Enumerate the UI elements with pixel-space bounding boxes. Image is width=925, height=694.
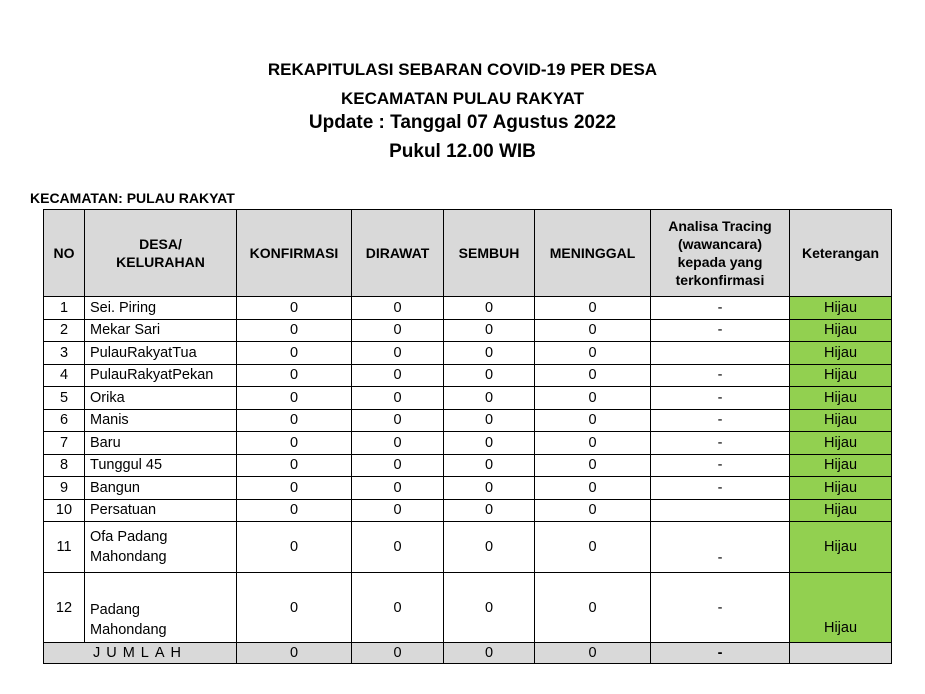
cell-sembuh: 0: [444, 342, 535, 365]
report-district: KECAMATAN PULAU RAKYAT: [340, 89, 585, 108]
cell-sembuh: 0: [444, 573, 535, 643]
cell-dirawat: 0: [352, 364, 444, 387]
cell-no: 2: [44, 319, 85, 342]
cell-konfirmasi: 0: [237, 454, 352, 477]
cell-konfirmasi: 0: [237, 319, 352, 342]
cell-konfirmasi: 0: [237, 364, 352, 387]
cell-no: 5: [44, 387, 85, 410]
cell-sembuh: 0: [444, 454, 535, 477]
cell-keterangan: Hijau: [790, 477, 892, 500]
table-row: [44, 432, 892, 455]
cell-desa-line1: Ofa Padang: [90, 529, 168, 545]
cell-keterangan: Hijau: [790, 387, 892, 410]
header-tracing-line4: terkonfirmasi: [675, 272, 765, 288]
total-keterangan: [790, 643, 892, 664]
cell-tracing: [651, 342, 790, 365]
cell-no: 12: [44, 573, 85, 643]
cell-konfirmasi: 0: [237, 573, 352, 643]
cell-desa: PulauRakyatPekan: [85, 364, 237, 387]
cell-dirawat: 0: [352, 387, 444, 410]
cell-sembuh: 0: [444, 409, 535, 432]
cell-no: 4: [44, 364, 85, 387]
cell-konfirmasi: 0: [237, 387, 352, 410]
cell-keterangan: Hijau: [790, 409, 892, 432]
table-row: [44, 364, 892, 387]
cell-desa: [85, 573, 237, 643]
cell-sembuh: 0: [444, 297, 535, 320]
header-konfirmasi: KONFIRMASI: [237, 210, 352, 297]
cell-konfirmasi: 0: [237, 477, 352, 500]
cell-meninggal: 0: [535, 297, 651, 320]
table-row: [44, 387, 892, 410]
district-label: KECAMATAN: PULAU RAKYAT: [30, 190, 235, 206]
header-tracing-line3: kepada yang: [677, 254, 763, 270]
header-desa-line1: DESA/: [139, 236, 182, 252]
cell-tracing: -: [651, 522, 790, 573]
cell-desa: Tunggul 45: [85, 454, 237, 477]
cell-no: 11: [44, 522, 85, 573]
cell-desa-line2: Mahondang: [90, 622, 167, 638]
cell-tracing: -: [651, 297, 790, 320]
cell-tracing: [651, 499, 790, 522]
total-row: [44, 643, 892, 664]
header-meninggal: MENINGGAL: [535, 210, 651, 297]
cell-desa: Mekar Sari: [85, 319, 237, 342]
cell-dirawat: 0: [352, 454, 444, 477]
cell-tracing: -: [651, 364, 790, 387]
cell-meninggal: 0: [535, 319, 651, 342]
table-row: [44, 499, 892, 522]
cell-desa: Bangun: [85, 477, 237, 500]
cell-desa: Persatuan: [85, 499, 237, 522]
header-sembuh: SEMBUH: [444, 210, 535, 297]
cell-konfirmasi: 0: [237, 409, 352, 432]
table-row: [44, 342, 892, 365]
cell-no: 7: [44, 432, 85, 455]
cell-sembuh: 0: [444, 387, 535, 410]
cell-no: 3: [44, 342, 85, 365]
cell-sembuh: 0: [444, 499, 535, 522]
cell-no: 10: [44, 499, 85, 522]
cell-konfirmasi: 0: [237, 342, 352, 365]
cell-tracing: -: [651, 573, 790, 643]
cell-tracing: -: [651, 454, 790, 477]
cell-dirawat: 0: [352, 409, 444, 432]
header-desa-line2: KELURAHAN: [116, 254, 205, 270]
report-title: REKAPITULASI SEBARAN COVID-19 PER DESA: [267, 60, 658, 79]
cell-konfirmasi: 0: [237, 522, 352, 573]
total-meninggal: 0: [535, 643, 651, 664]
cell-dirawat: 0: [352, 319, 444, 342]
cell-konfirmasi: 0: [237, 499, 352, 522]
cell-dirawat: 0: [352, 522, 444, 573]
cell-desa: Sei. Piring: [85, 297, 237, 320]
cell-keterangan: Hijau: [790, 297, 892, 320]
cell-sembuh: 0: [444, 364, 535, 387]
cell-no: 1: [44, 297, 85, 320]
cell-keterangan: Hijau: [790, 364, 892, 387]
cell-desa: PulauRakyatTua: [85, 342, 237, 365]
cell-keterangan: Hijau: [790, 319, 892, 342]
cell-dirawat: 0: [352, 573, 444, 643]
table-row: [44, 573, 892, 643]
cell-keterangan: Hijau: [790, 454, 892, 477]
header-tracing-line2: (wawancara): [677, 236, 763, 252]
table-row: [44, 409, 892, 432]
cell-desa-line1: Padang: [90, 602, 140, 618]
cell-desa-line2: Mahondang: [90, 549, 167, 565]
cell-no: 6: [44, 409, 85, 432]
table-row: [44, 319, 892, 342]
report-update-date: Update : Tanggal 07 Agustus 2022: [308, 112, 617, 133]
cell-dirawat: 0: [352, 432, 444, 455]
report-update-time: Pukul 12.00 WIB: [389, 141, 536, 162]
cell-keterangan: Hijau: [790, 342, 892, 365]
cell-no: 9: [44, 477, 85, 500]
cell-tracing: -: [651, 409, 790, 432]
cell-no: 8: [44, 454, 85, 477]
cell-meninggal: 0: [535, 409, 651, 432]
cell-sembuh: 0: [444, 477, 535, 500]
header-keterangan: Keterangan: [790, 210, 892, 297]
total-label: JUMLAH: [44, 643, 237, 664]
total-tracing: -: [651, 643, 790, 664]
header-tracing: [651, 210, 790, 297]
cell-desa: [85, 522, 237, 573]
header-dirawat: DIRAWAT: [352, 210, 444, 297]
header-no: NO: [44, 210, 85, 297]
table-row: [44, 477, 892, 500]
total-dirawat: 0: [352, 643, 444, 664]
cell-dirawat: 0: [352, 477, 444, 500]
cell-meninggal: 0: [535, 454, 651, 477]
header-desa: [85, 210, 237, 297]
total-konfirmasi: 0: [237, 643, 352, 664]
cell-meninggal: 0: [535, 573, 651, 643]
header-tracing-line1: Analisa Tracing: [668, 218, 772, 234]
cell-keterangan: Hijau: [790, 573, 892, 643]
table-row: [44, 454, 892, 477]
cell-tracing: -: [651, 319, 790, 342]
cell-meninggal: 0: [535, 342, 651, 365]
cell-desa: Manis: [85, 409, 237, 432]
cell-keterangan: Hijau: [790, 499, 892, 522]
cell-tracing: -: [651, 432, 790, 455]
table-row: [44, 297, 892, 320]
covid-recap-table: [43, 209, 892, 664]
cell-sembuh: 0: [444, 522, 535, 573]
cell-meninggal: 0: [535, 364, 651, 387]
cell-meninggal: 0: [535, 522, 651, 573]
cell-dirawat: 0: [352, 297, 444, 320]
cell-desa: Orika: [85, 387, 237, 410]
cell-konfirmasi: 0: [237, 297, 352, 320]
cell-dirawat: 0: [352, 342, 444, 365]
cell-desa: Baru: [85, 432, 237, 455]
cell-tracing: -: [651, 387, 790, 410]
total-sembuh: 0: [444, 643, 535, 664]
cell-meninggal: 0: [535, 499, 651, 522]
cell-tracing: -: [651, 477, 790, 500]
cell-meninggal: 0: [535, 432, 651, 455]
cell-meninggal: 0: [535, 387, 651, 410]
table-header-row: [44, 210, 892, 297]
cell-sembuh: 0: [444, 319, 535, 342]
cell-konfirmasi: 0: [237, 432, 352, 455]
cell-keterangan: Hijau: [790, 432, 892, 455]
cell-meninggal: 0: [535, 477, 651, 500]
cell-dirawat: 0: [352, 499, 444, 522]
table-row: [44, 522, 892, 573]
cell-keterangan: Hijau: [790, 522, 892, 573]
cell-sembuh: 0: [444, 432, 535, 455]
